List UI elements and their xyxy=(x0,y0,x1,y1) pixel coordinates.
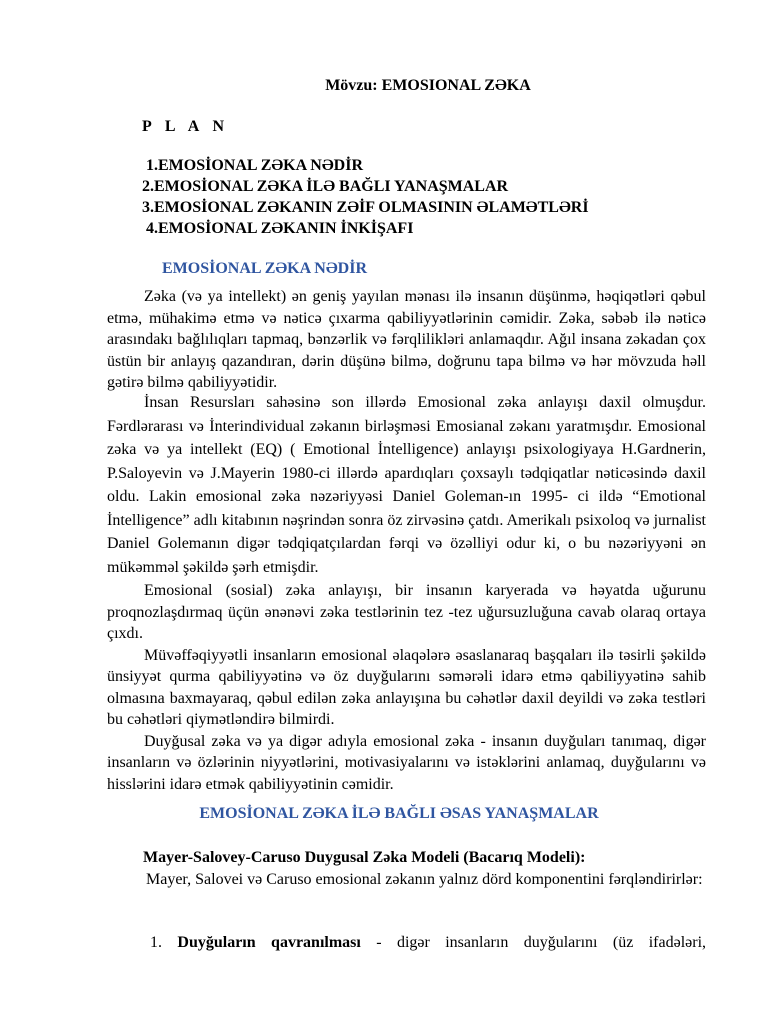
plan-title: P L A N xyxy=(142,118,230,135)
model-heading: Mayer-Salovey-Caruso Duygusal Zəka Modeli (Bacarıq Modeli): xyxy=(143,849,586,866)
list-term: Duyğuların qavranılması xyxy=(177,934,361,951)
paragraph: Duyğusal zəka və ya digər adıyla emosional zəka - insanın duyğuları tanımaq, digər insanların və özlərinin niyyətlərini, motivasiyalarını və istəklərini anlamaq, duyğularını və hisslərini idarə etmək qabiliyyətinin cəmidir. xyxy=(107,732,706,793)
paragraph: Müvəffəqiyyətli insanların emosional əlaqələrə əsaslanaraq başqaları ilə təsirli şəkildə ünsiyyət qurma qabiliyyətinə və öz duyğularını səmərəli idarə etmə qabiliyyətinə sahib olmasına baxmayaraq, qəbul edilən zəka anlayışına bu cəhətlər daxil deyildi və zəka testləri bu cəhətləri qiymətləndirə bilmirdi. xyxy=(107,646,706,728)
plan-item: 4.EMOSİONAL ZƏKANIN İNKİŞAFI xyxy=(146,220,414,237)
body-text-block xyxy=(112,869,706,890)
paragraph: Emosional (sosial) zəka anlayışı, bir insanın karyerada və həyatda uğurunu proqnozlaşdırmaq üçün ənənəvi zəka testlərinin tez -tez uğursuzluğuna cavab olaraq ortaya çıxdı. xyxy=(107,582,706,642)
numbered-list-item xyxy=(150,932,706,954)
list-text: - digər insanların duyğularını (üz ifadələri, xyxy=(360,934,707,951)
document-topic: Mövzu: EMOSIONAL ZƏKA xyxy=(325,77,531,94)
plan-item: 3.EMOSİONAL ZƏKANIN ZƏİF OLMASININ ƏLAMƏTLƏRİ xyxy=(142,199,589,216)
body-text-block xyxy=(107,391,706,579)
paragraph: İnsan Resursları sahəsinə son illərdə Emosional zəka anlayışı daxil olmuşdur. Fərdlərarası və İnterindividual zəkanın birləşməsi Emosianal zəkanı yaratmışdır. Emosional zəka və ya intellekt (EQ) ( Emotional İntelligence) anlayışı psixologiyaya H.Gardnerin, P.Saloyevin və J.Mayerin 1980-ci illərdə apardıqları çoxsaylı tədqiqatlar nəticəsində daxil oldu. Lakin emosional zəka nəzəriyyəsi Daniel Goleman-ın 1995- ci ildə “Emotional İntelligence” adlı kitabının nəşrindən sonra öz zirvəsinə çatdı. Amerikalı psixoloq və jurnalist Daniel Golemanın digər tədqiqatçılardan fərqi və özəlliyi odur ki, o bu nəzəriyyəni ən mükəmməl şəkildə şərh etmişdir. xyxy=(107,394,706,576)
paragraph: Zəka (və ya intellekt) ən geniş yayılan mənası ilə insanın düşünmə, həqiqətləri qəbul etmə, mühakimə etmə və nəticə çıxarma qabiliyyətlərinin cəmidir. Zəka, səbəb ilə nəticə arasındakı bağlılıqları tapmaq, bənzərlik və fərqlilikləri anlamaqdır. Ağıl insana zəkadan çox üstün bir anlayış qazandıran, dərin düşünə bilmə, doğrunu tapa bilmə və hər mövzuda həll gətirə bilmə qabiliyyətidir. xyxy=(107,288,706,391)
paragraph: Mayer, Salovei və Caruso emosional zəkanın yalnız dörd komponentini fərqləndirirlər: xyxy=(146,871,703,888)
list-number: 1. xyxy=(150,934,162,951)
body-text-block xyxy=(107,286,706,394)
plan-item: 1.EMOSİONAL ZƏKA NƏDİR xyxy=(146,157,364,174)
plan-item: 2.EMOSİONAL ZƏKA İLƏ BAĞLI YANAŞMALAR xyxy=(142,178,509,195)
section-heading: EMOSİONAL ZƏKA İLƏ BAĞLI ƏSAS YANAŞMALAR xyxy=(199,805,599,822)
section-heading: EMOSİONAL ZƏKA NƏDİR xyxy=(162,260,368,277)
plan-list xyxy=(142,155,589,239)
body-text-block xyxy=(107,580,706,795)
